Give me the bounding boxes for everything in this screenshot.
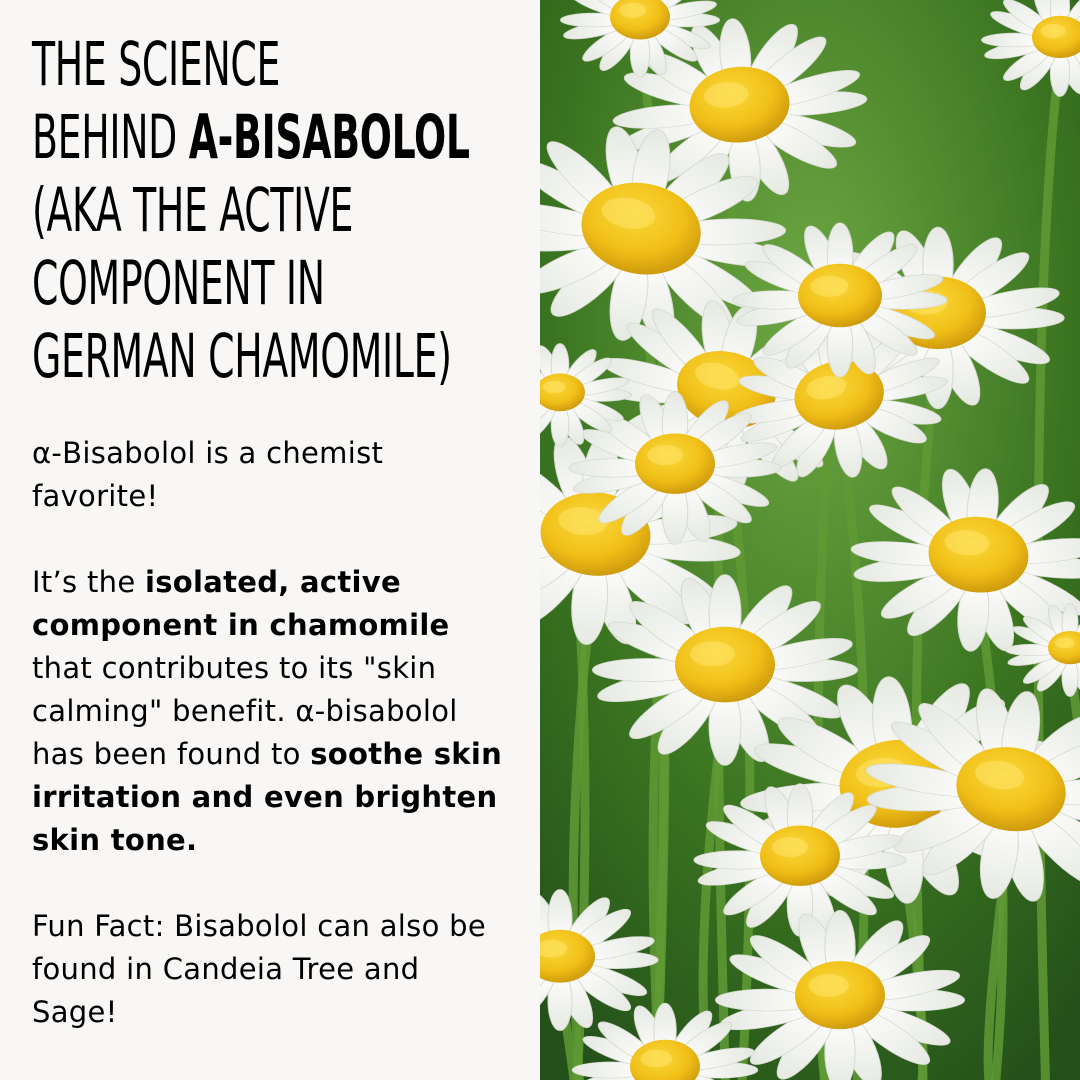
explanation-bold-1: isolated, active component in chamomile [32, 565, 450, 642]
headline-line-3: (AKA THE ACTIVE [32, 175, 354, 246]
flower-center-highlight [543, 381, 566, 394]
headline-line-5: GERMAN CHAMOMILE) [32, 321, 452, 392]
flower-center-highlight [619, 3, 646, 18]
flower-center-highlight [690, 641, 735, 666]
explanation-paragraph [32, 561, 512, 862]
headline-line-4: COMPONENT IN [32, 248, 325, 319]
explanation-text-2: that contributes to its "skin calming" benefit. α-bisabolol has been found to [32, 651, 458, 771]
flower-center [760, 825, 840, 885]
chamomile-flower [733, 223, 947, 377]
flower-center [675, 627, 775, 703]
flower-center-highlight [1055, 637, 1075, 648]
fun-fact-paragraph: Fun Fact: Bisabolol can also be found in Candeia Tree and Sage! [32, 909, 486, 1029]
headline-line-1: THE SCIENCE [32, 29, 281, 100]
headline-line-2 [32, 101, 528, 174]
body-copy [32, 432, 512, 1077]
flower-center-highlight [772, 837, 808, 857]
intro-paragraph: α-Bisabolol is a chemist favorite! [32, 436, 384, 513]
flower-center-highlight [809, 974, 850, 997]
flower-center [798, 264, 882, 328]
explanation-text-1: It’s the [32, 565, 145, 599]
flower-center-highlight [641, 1050, 673, 1068]
flower-center [795, 961, 885, 1029]
headline-line-2-prefix: BEHIND [32, 102, 189, 173]
headline-bisabolol: Α-BISABOLOL [188, 102, 470, 173]
flower-center-highlight [647, 445, 683, 465]
explanation-bold-2: soothe skin irritation and even brighten skin tone. [32, 737, 503, 857]
flower-center-highlight [811, 276, 849, 297]
chamomile-flowers-illustration [540, 0, 1080, 1080]
flower-center [635, 433, 715, 493]
chamomile-photo [540, 0, 1080, 1080]
chamomile-flower [694, 784, 906, 937]
flower-center-highlight [1040, 24, 1065, 38]
headline [32, 28, 528, 393]
